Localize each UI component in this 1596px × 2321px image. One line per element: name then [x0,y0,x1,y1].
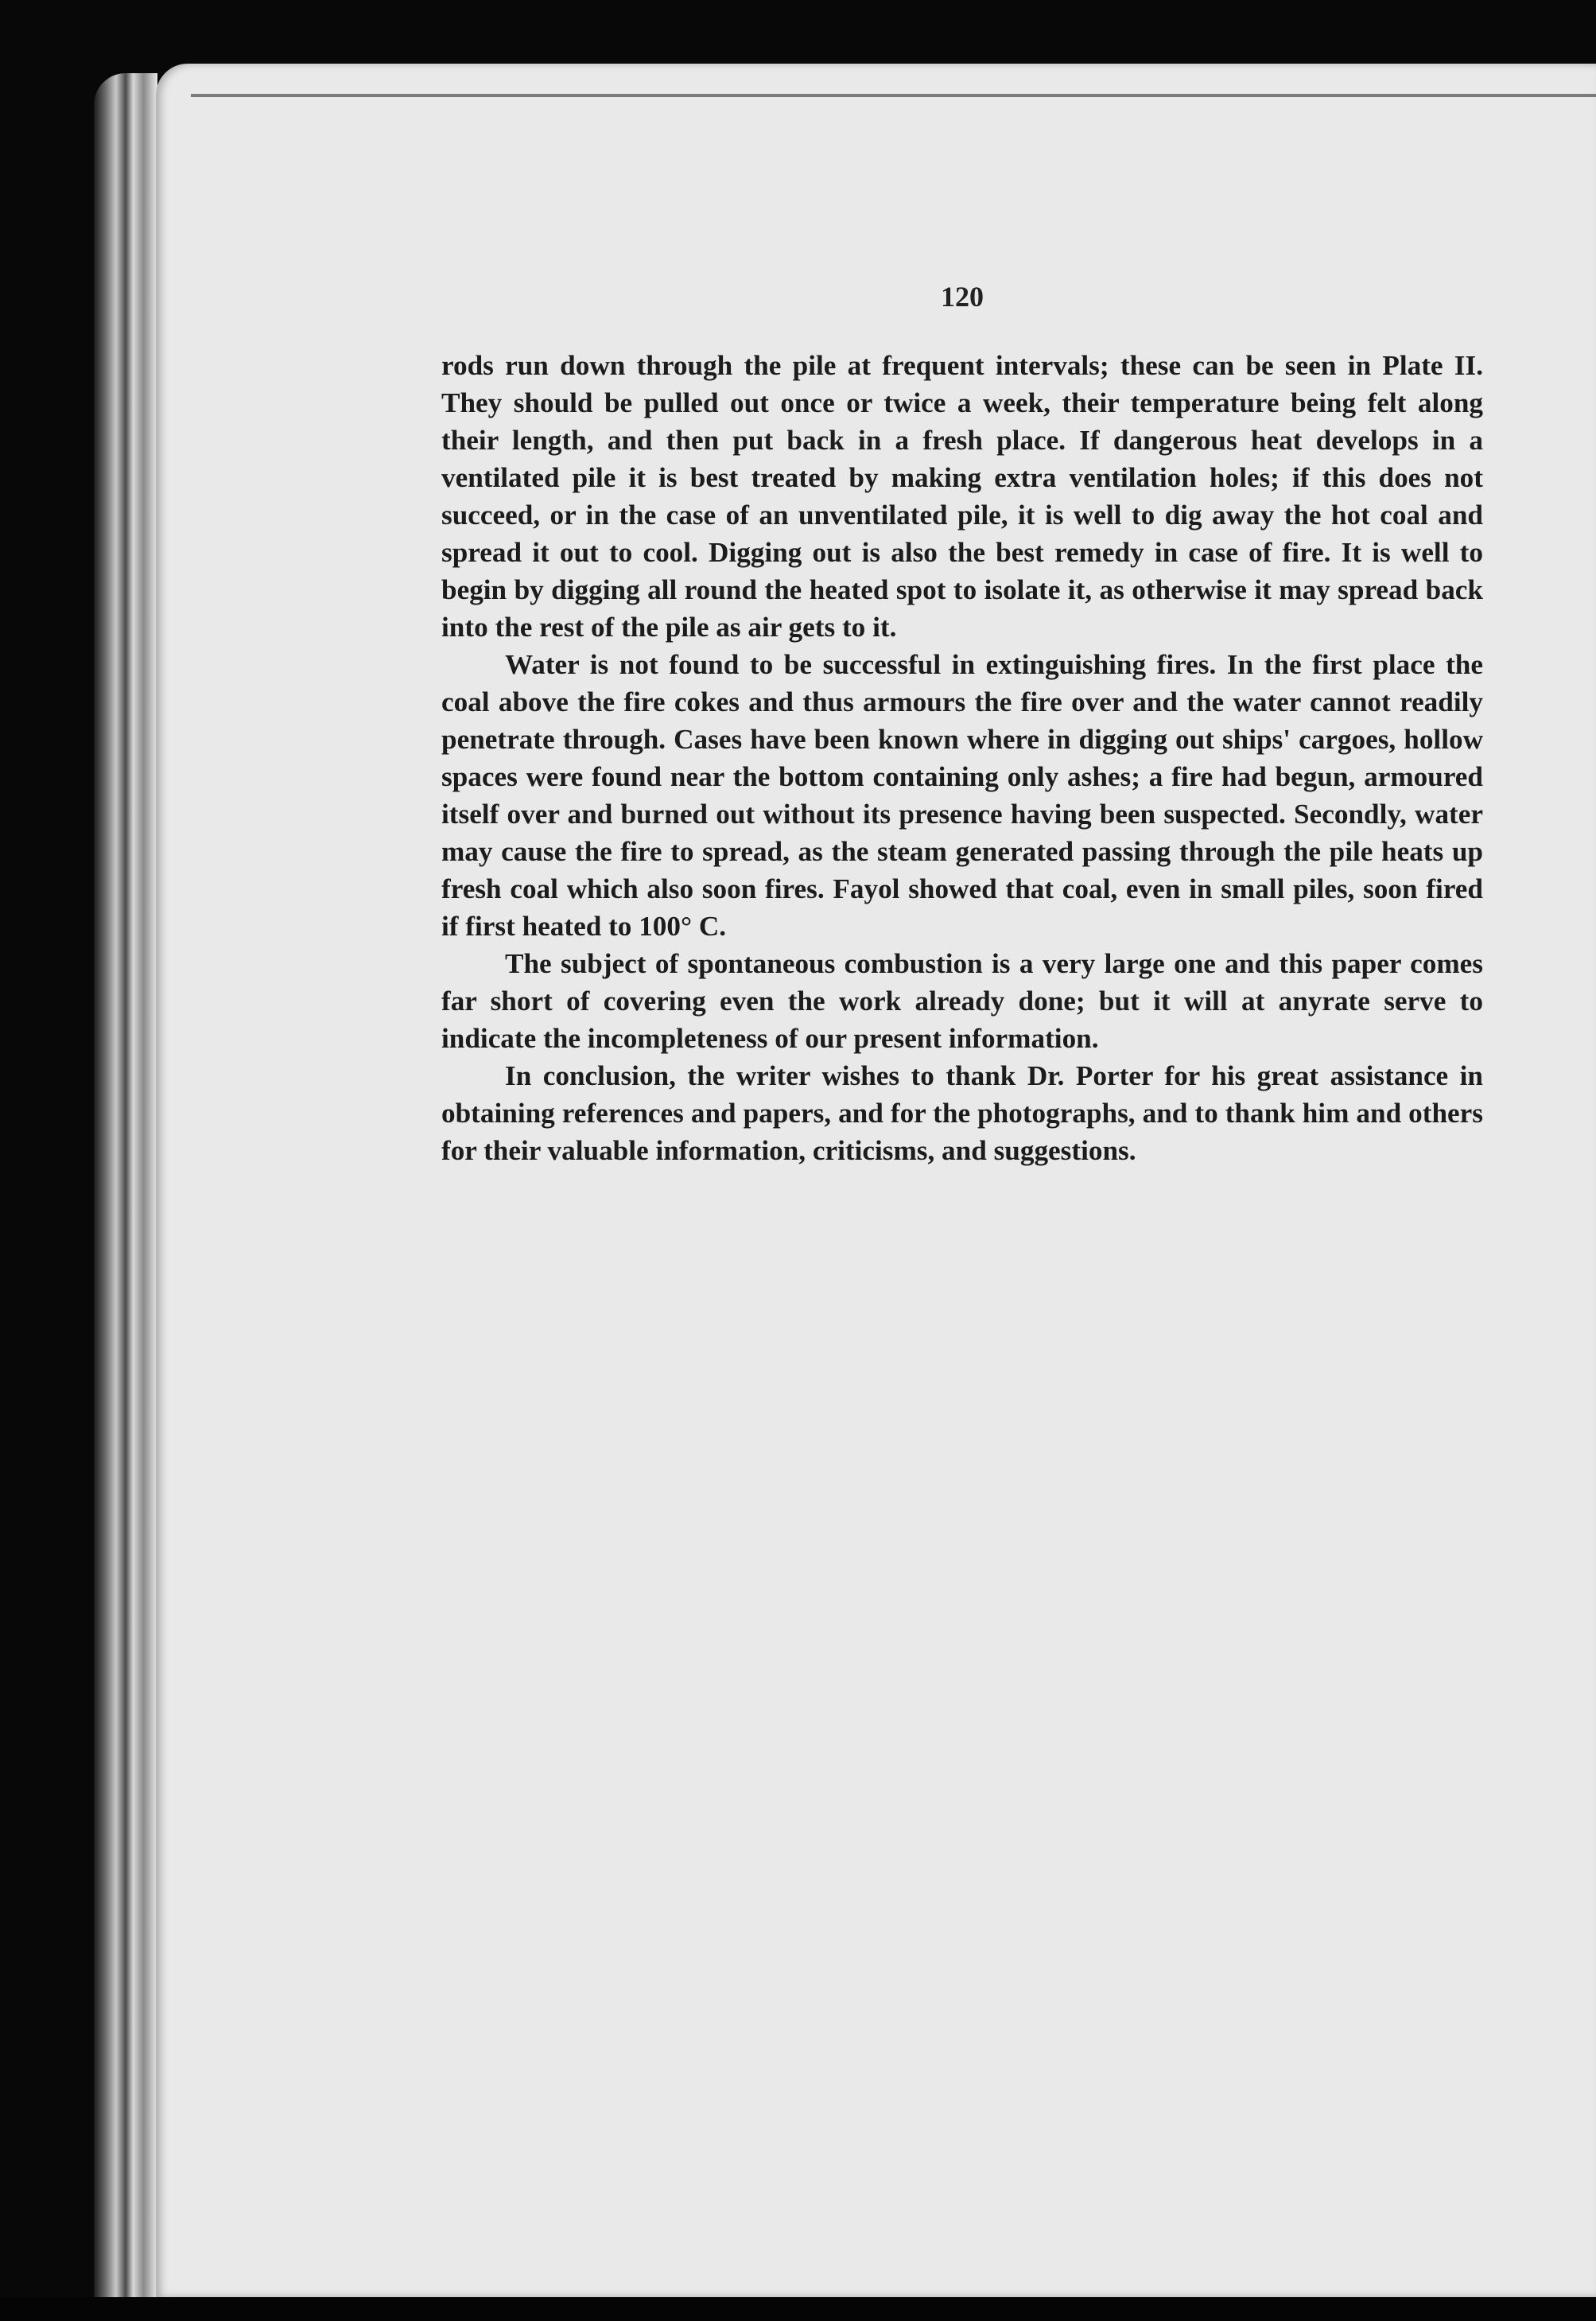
page-number: 120 [941,281,984,313]
paragraph-water: Water is not found to be successful in extinguishing fires. In the first place the coal above the fire cokes and thus armours the fire over and the water cannot readily penetrate through. Cases have been known where in digging out ships' cargoes, hollow spaces were found near the bottom containing only ashes; a fire had begun, armoured itself over and burned out without its presence having been suspected. Secondly, water may cause the fire to spread, as the steam generated passing through the pile heats up fresh coal which also soon fires. Fayol showed that coal, even in small piles, soon fired if first heated to 100° C. [441,649,1483,942]
scan-bottom-border [0,2297,1596,2321]
book-spine-edge [94,73,157,2300]
body-text [441,347,1483,1169]
paragraph-continuation: rods run down through the pile at frequent intervals; these can be seen in Plate II. They should be pulled out once or twice a week, their temperature being felt along their length, and then put back in a fresh place. If dangerous heat develops in a ventilated pile it is best treated by making extra ventilation holes; if this does not succeed, or in the case of an unventilated pile, it is well to dig away the hot coal and spread it out to cool. Digging out is also the best remedy in case of fire. It is well to begin by digging all round the heated spot to isolate it, as otherwise it may spread back into the rest of the pile as air gets to it. [441,350,1483,643]
paragraph-conclusion: In conclusion, the writer wishes to thank Dr. Porter for his great assistance in obtaining references and papers, and for the photographs, and to thank him and others for their valuable information, criticisms, and suggestions. [441,1060,1483,1166]
paragraph-subject: The subject of spontaneous combustion is a very large one and this paper comes far short of covering even the work already done; but it will at anyrate serve to indicate the incompleteness of our present information. [441,948,1483,1054]
page-top-edge [191,94,1596,97]
